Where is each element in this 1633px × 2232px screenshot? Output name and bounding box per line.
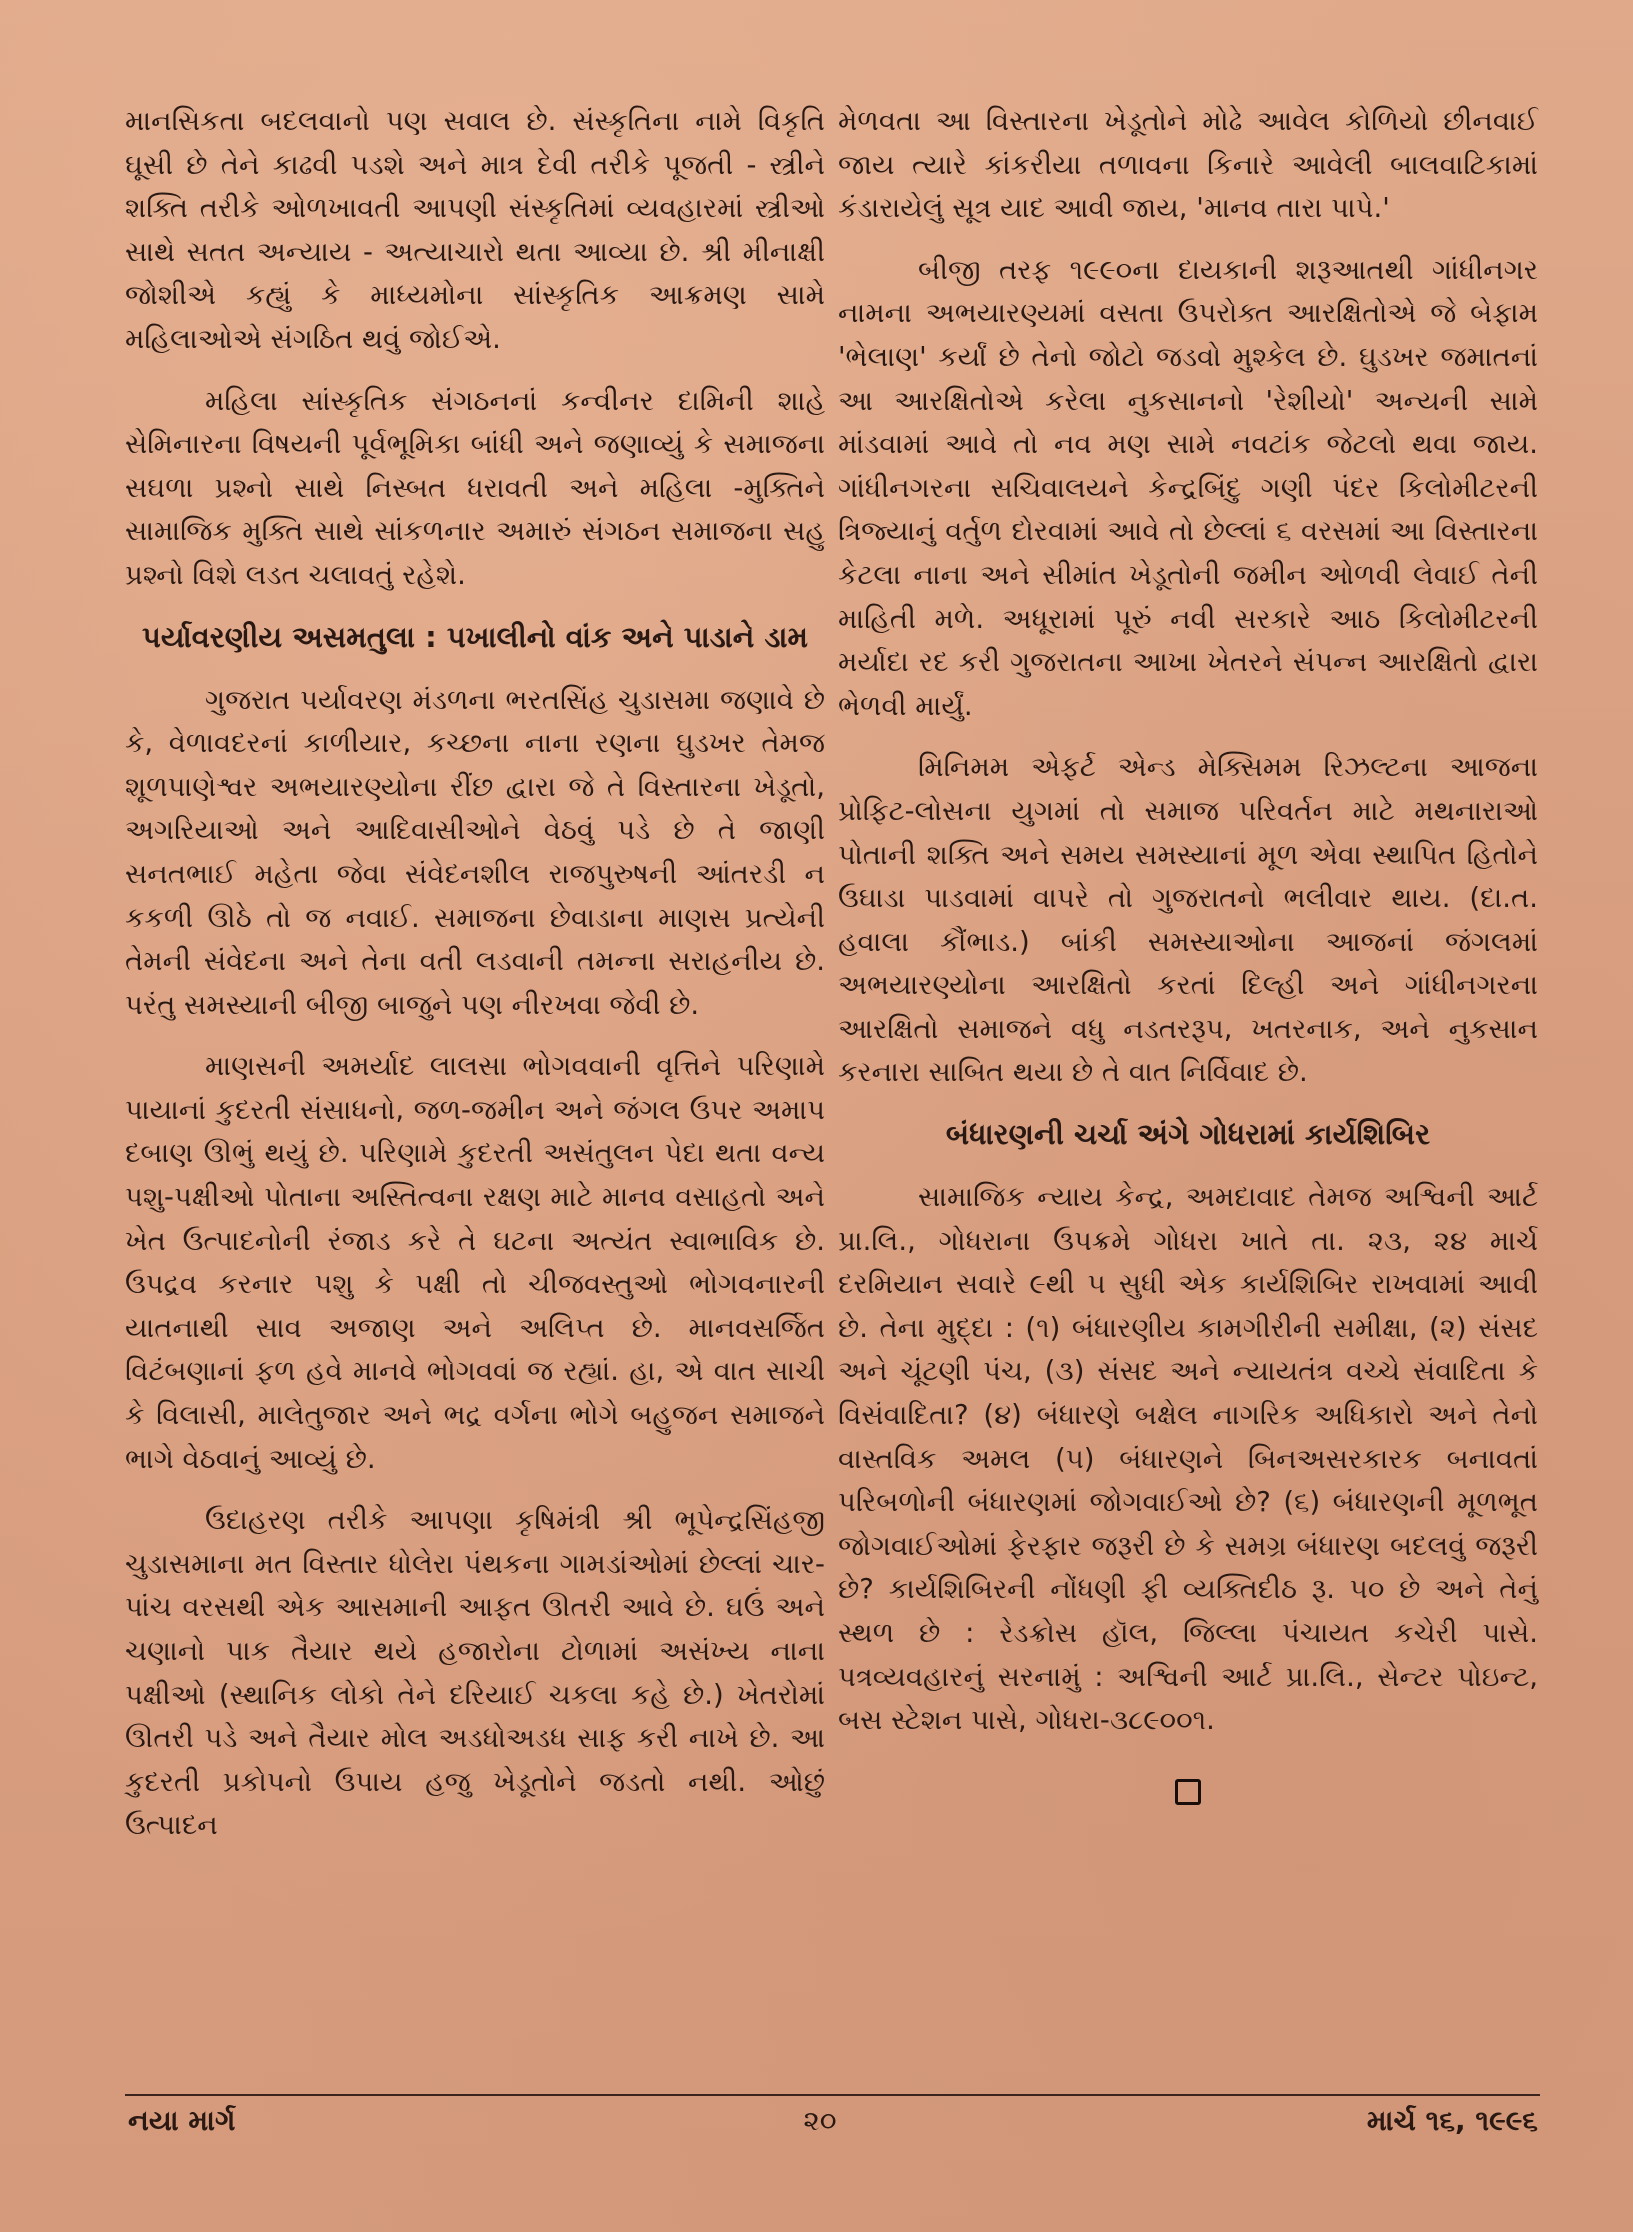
footer-magazine-name: નયા માર્ગ — [128, 2104, 236, 2137]
right-paragraph-3: મિનિમમ એફર્ટ એન્ડ મેક્સિમમ રિઝલ્ટના આજના પ્રોફિટ-લોસના યુગમાં તો સમાજ પરિવર્તન માટે મથનારાઓ પોતાની શક્તિ અને સમય સમસ્યાનાં મૂળ એવા સ્થાપિત હિતોને ઉઘાડા પાડવામાં વાપરે તો ગુજરાતનો ભલીવાર થાય. (દા.ત. હવાલા કૌંભાડ.) બાંકી સમસ્યાઓના આજનાં જંગલમાં અભયારણ્યોના આરક્ષિતો કરતાં દિલ્હી અને ગાંધીનગરના આરક્ષિતો સમાજને વધુ નડતરરૂપ, ખતરનાક, અને નુકસાન કરનારા સાબિત થયા છે તે વાત નિર્વિવાદ છે. — [838, 751, 1538, 1089]
footer-divider — [125, 2094, 1540, 2096]
left-paragraph-3: ગુજરાત પર્યાવરણ મંડળના ભરતસિંહ ચુડાસમા જણાવે છે કે, વેળાવદરનાં કાળીયાર, કચ્છના નાના રણના ઘુડખર તેમજ શૂળપાણેશ્વર અભયારણ્યોના રીંછ દ્વારા જે તે વિસ્તારના ખેડૂતો, અગરિયાઓ અને આદિવાસીઓને વેઠવું પડે છે તે જાણી સનતભાઈ મહેતા જેવા સંવેદનશીલ રાજપુરુષની આંતરડી ન કકળી ઊઠે તો જ નવાઈ. સમાજના છેવાડાના માણસ પ્રત્યેની તેમની સંવેદના અને તેના વતી લડવાની તમન્ના સરાહનીય છે. પરંતુ સમસ્યાની બીજી બાજુને પણ નીરખવા જેવી છે. — [125, 683, 825, 1021]
right-column — [838, 100, 1538, 1811]
right-paragraph-1: મેળવતા આ વિસ્તારના ખેડૂતોને મોઢે આવેલ કોળિયો છીનવાઈ જાય ત્યારે કાંકરીયા તળાવના કિનારે આવેલી બાલવાટિકામાં કંડારાયેલું સૂત્ર યાદ આવી જાય, 'માનવ તારા પાપે.' — [838, 105, 1538, 225]
workshop-section-heading: બંધારણની ચર્ચા અંગે ગોધરામાં કાર્યશિબિર — [945, 1117, 1431, 1152]
left-paragraph-4: માણસની અમર્યાદ લાલસા ભોગવવાની વૃત્તિને પરિણામે પાયાનાં કુદરતી સંસાધનો, જળ-જમીન અને જંગલ ઉપર અમાપ દબાણ ઊભું થયું છે. પરિણામે કુદરતી અસંતુલન પેદા થતા વન્ય પશુ-પક્ષીઓ પોતાના અસ્તિત્વના રક્ષણ માટે માનવ વસાહતો અને ખેત ઉત્પાદનોની રંજાડ કરે તે ઘટના અત્યંત સ્વાભાવિક છે. ઉપદ્રવ કરનાર પશુ કે પક્ષી તો ચીજવસ્તુઓ ભોગવનારની યાતનાથી સાવ અજાણ અને અલિપ્ત છે. માનવસર્જિત વિટંબણાનાં ફળ હવે માનવે ભોગવવાં જ રહ્યાં. હા, એ વાત સાચી કે વિલાસી, માલેતુજાર અને ભદ્ર વર્ગના ભોગે બહુજન સમાજને ભાગે વેઠવાનું આવ્યું છે. — [125, 1050, 825, 1475]
left-paragraph-2: મહિલા સાંસ્કૃતિક સંગઠનનાં કન્વીનર દામિની શાહે સેમિનારના વિષયની પૂર્વભૂમિકા બાંધી અને જણાવ્યું કે સમાજના સઘળા પ્રશ્નો સાથે નિસ્બત ધરાવતી અને મહિલા -મુક્તિને સામાજિક મુક્તિ સાથે સાંકળનાર અમારું સંગઠન સમાજના સહુ પ્રશ્નો વિશે લડત ચલાવતું રહેશે. — [125, 384, 825, 591]
environment-section-heading: પર્યાવરણીય અસમતુલા : પખાલીનો વાંક અને પાડાને ડામ — [142, 619, 808, 654]
left-paragraph-1: માનસિકતા બદલવાનો પણ સવાલ છે. સંસ્કૃતિના નામે વિકૃતિ ઘૂસી છે તેને કાઢવી પડશે અને માત્ર દેવી તરીકે પૂજતી - સ્ત્રીને શક્તિ તરીકે ઓળખાવતી આપણી સંસ્કૃતિમાં વ્યવહારમાં સ્ત્રીઓ સાથે સતત અન્યાય - અત્યાચારો થતા આવ્યા છે. શ્રી મીનાક્ષી જોશીએ કહ્યું કે માધ્યમોના સાંસ્કૃતિક આક્રમણ સામે મહિલાઓએ સંગઠિત થવું જોઈએ. — [125, 105, 825, 355]
right-paragraph-2: બીજી તરફ ૧૯૯૦ના દાયકાની શરૂઆતથી ગાંધીનગર નામના અભયારણ્યમાં વસતા ઉપરોક્ત આરક્ષિતોએ જે બેફામ 'ભેલાણ' કર્યાં છે તેનો જોટો જડવો મુશ્કેલ છે. ઘુડખર જમાતનાં આ આરક્ષિતોએ કરેલા નુકસાનનો 'રેશીયો' અન્યની સામે માંડવામાં આવે તો નવ મણ સામે નવટાંક જેટલો થવા જાય. ગાંધીનગરના સચિવાલયને કેન્દ્રબિંદુ ગણી પંદર કિલોમીટરની ત્રિજ્યાનું વર્તુળ દોરવામાં આવે તો છેલ્લાં ૬ વરસમાં આ વિસ્તારના કેટલા નાના અને સીમાંત ખેડૂતોની જમીન ઓળવી લેવાઈ તેની માહિતી મળે. અધૂરામાં પૂરું નવી સરકારે આઠ કિલોમીટરની મર્યાદા રદ કરી ગુજરાતના આખા ખેતરને સંપન્ન આરક્ષિતો દ્વારા ભેળવી માર્યું. — [838, 253, 1538, 722]
left-paragraph-5: ઉદાહરણ તરીકે આપણા કૃષિમંત્રી શ્રી ભૂપેન્દ્રસિંહજી ચુડાસમાના મત વિસ્તાર ધોલેરા પંથકના ગામડાંઓમાં છેલ્લાં ચાર-પાંચ વરસથી એક આસમાની આફત ઊતરી આવે છે. ઘઉં અને ચણાનો પાક તૈયાર થયે હજારોના ટોળામાં અસંખ્ય નાના પક્ષીઓ (સ્થાનિક લોકો તેને દરિયાઈ ચકલા કહે છે.) ખેતરોમાં ઊતરી પડે અને તૈયાર મોલ અડધોઅડધ સાફ કરી નાખે છે. આ કુદરતી પ્રકોપનો ઉપાય હજુ ખેડૂતોને જડતો નથી. ઓછું ઉત્પાદન — [125, 1504, 825, 1842]
right-paragraph-4: સામાજિક ન્યાય કેન્દ્ર, અમદાવાદ તેમજ અશ્વિની આર્ટ પ્રા.લિ., ગોધરાના ઉપક્રમે ગોધરા ખાતે તા. ૨૩, ૨૪ માર્ચ દરમિયાન સવારે ૯થી ૫ સુધી એક કાર્યશિબિર રાખવામાં આવી છે. તેના મુદ્દા : (૧) બંધારણીય કામગીરીની સમીક્ષા, (૨) સંસદ અને ચૂંટણી પંચ, (૩) સંસદ અને ન્યાયતંત્ર વચ્ચે સંવાદિતા કે વિસંવાદિતા? (૪) બંધારણે બક્ષેલ નાગરિક અધિકારો અને તેનો વાસ્તવિક અમલ (૫) બંધારણને બિનઅસરકારક બનાવતાં પરિબળોની બંધારણમાં જોગવાઈઓ છે? (૬) બંધારણની મૂળભૂત જોગવાઈઓમાં ફેરફાર જરૂરી છે કે સમગ્ર બંધારણ બદલવું જરૂરી છે? કાર્યશિબિરની નોંધણી ફી વ્યક્તિદીઠ રૂ. ૫૦ છે અને તેનું સ્થળ છે : રેડક્રોસ હૉલ, જિલ્લા પંચાયત કચેરી પાસે. પત્રવ્યવહારનું સરનામું : અશ્વિની આર્ટ પ્રા.લિ., સેન્ટર પોઇન્ટ, બસ સ્ટેશન પાસે, ગોધરા-૩૮૯૦૦૧. — [838, 1181, 1538, 1737]
end-square-icon — [1175, 1779, 1201, 1805]
footer-page-number: ૨૦ — [803, 2104, 837, 2137]
left-column — [125, 100, 825, 1866]
end-of-article-mark — [838, 1779, 1538, 1811]
footer-issue-date: માર્ચ ૧૬, ૧૯૯૬ — [1366, 2104, 1538, 2137]
